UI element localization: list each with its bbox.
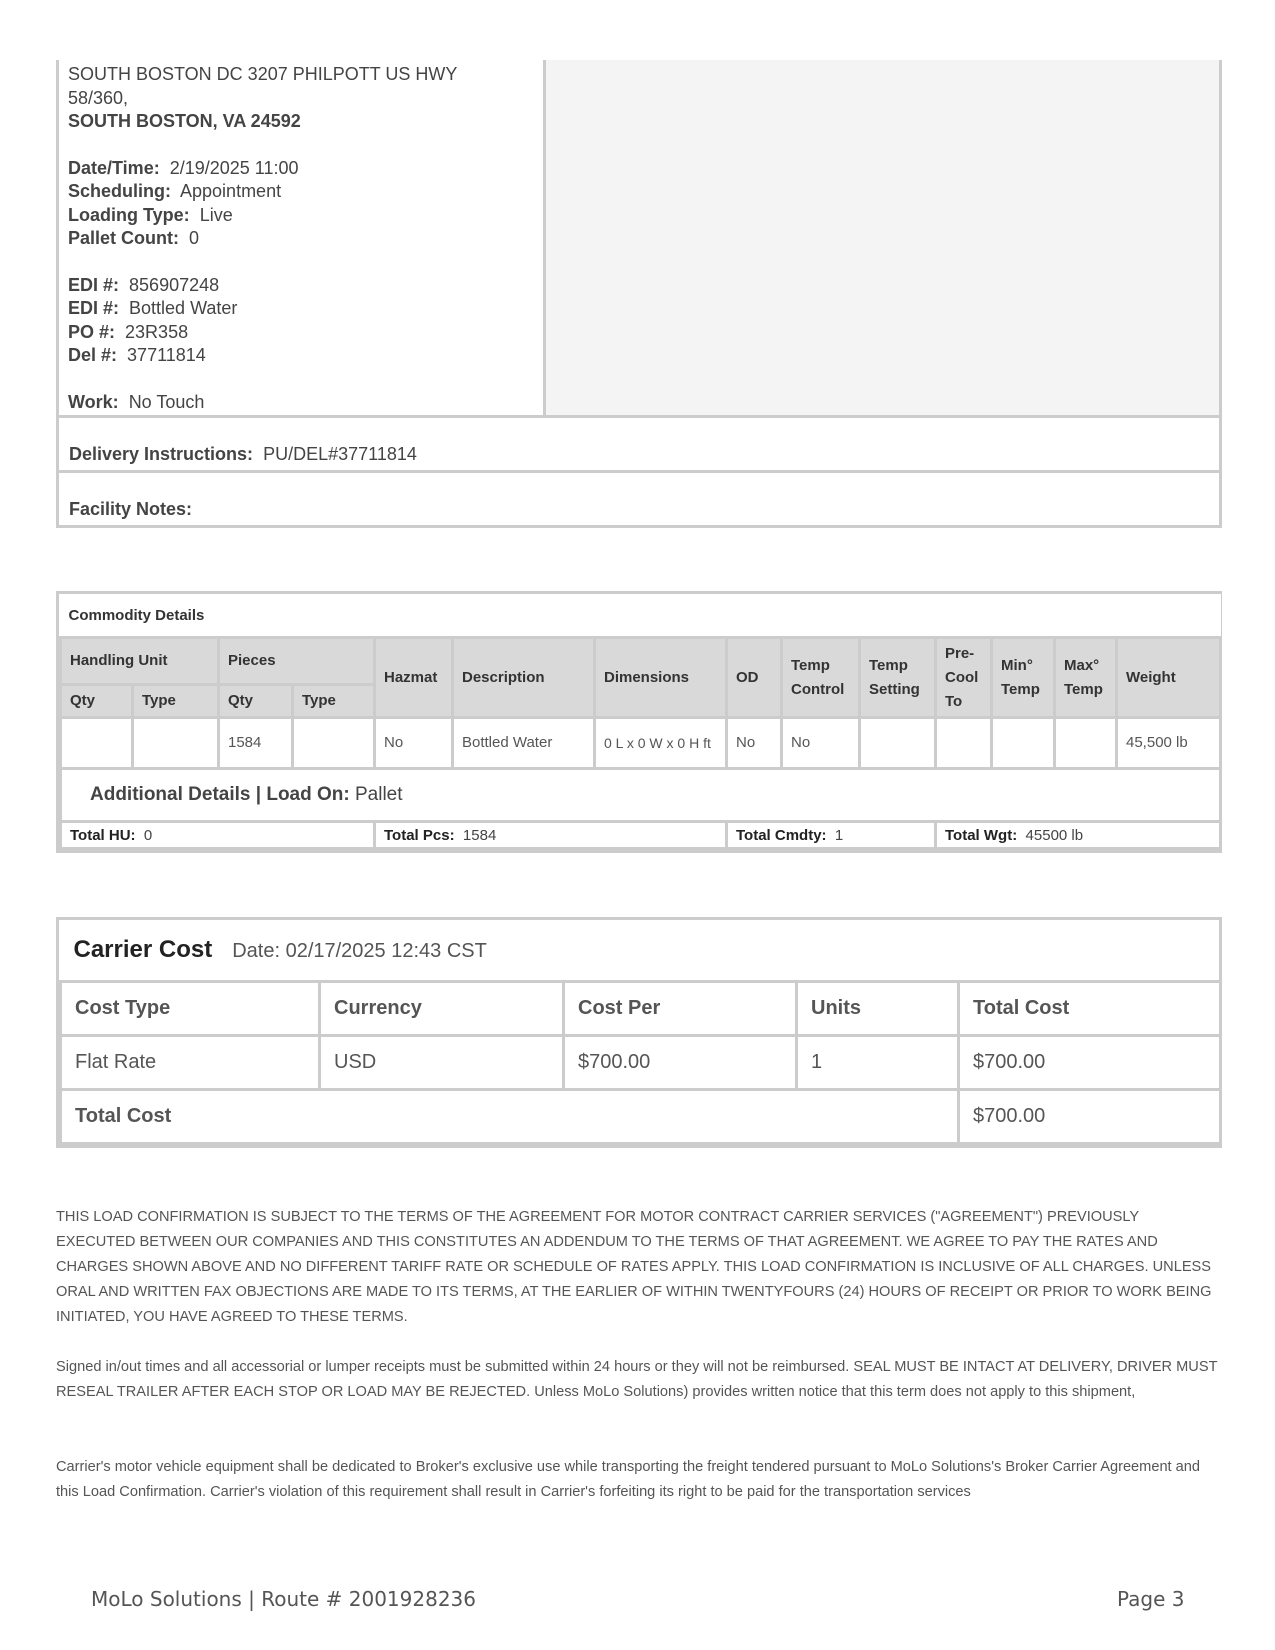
address-line1: SOUTH BOSTON DC 3207 PHILPOTT US HWY: [68, 64, 458, 84]
work-label: Work:: [68, 391, 119, 412]
facility-notes-label: Facility Notes:: [69, 499, 193, 519]
additional-details: [61, 769, 1221, 822]
th-temp-control: Temp Control: [782, 638, 860, 718]
total-cmdty-label: Total Cmdty:: [736, 826, 827, 844]
scheduling-row: [68, 180, 534, 204]
cell-pieces-qty: 1584: [219, 718, 293, 769]
po-row: [68, 321, 534, 345]
edi1-value: 856907248: [129, 274, 220, 295]
del-value: 37711814: [127, 345, 206, 365]
terms-paragraph-2: Signed in/out times and all accessorial or lumper receipts must be submitted within 24 hours or they will not be reimbursed. SEAL MUST BE INTACT AT DELIVERY, DRIVER MUST RESEAL TRAILER AFTER EACH STOP OR LOAD MAY BE REJECTED. Unless MoLo Solutions) provides written notice that this term does not apply to this shipment,: [56, 1359, 1218, 1400]
cell-hu-type: [133, 718, 219, 769]
commodity-title: Commodity Details: [61, 594, 1221, 638]
po-value: 23R358: [125, 321, 189, 342]
cost-row: [61, 1036, 1221, 1090]
pallet-count-value: 0: [189, 228, 200, 248]
additional-details-value: Pallet: [355, 784, 403, 805]
cell-weight: 45,500 lb: [1117, 718, 1221, 769]
cell-hu-qty: [61, 718, 133, 769]
th-weight: Weight: [1117, 638, 1221, 718]
delivery-instructions-value: PU/DEL#37711814: [263, 444, 417, 464]
cost-cell-type: Flat Rate: [61, 1036, 320, 1090]
terms-paragraph-1: THIS LOAD CONFIRMATION IS SUBJECT TO THE TERMS OF THE AGREEMENT FOR MOTOR CONTRACT CARRIER SERVICES ("AGREEMENT") PREVIOUSLY EXECUTED BETWEEN OUR COMPANIES AND THIS CONSTITUTES AN ADDENDUM TO THE TERMS OF THAT AGREEMENT. WE AGREE TO PAY THE RATES AND CHARGES SHOWN ABOVE AND NO DIFFERENT TARIFF RATE OR SCHEDULE OF RATES APPLY. THIS LOAD CONFIRMATION IS INCLUSIVE OF ALL CHARGES. UNLESS ORAL AND WRITTEN FAX OBJECTIONS ARE MADE TO ITS TERMS, AT THE EARLIER OF WITHIN TWENTYFOURS (24) HOURS OF RECEIPT OR PRIOR TO WORK BEING INITIATED, YOU HAVE AGREED TO THESE TERMS.: [56, 1209, 1212, 1325]
delivery-instructions: [56, 418, 1222, 473]
cell-dimensions: 0 L x 0 W x 0 H ft: [595, 718, 727, 769]
total-pcs-value: 1584: [462, 826, 497, 844]
datetime-label: Date/Time:: [68, 157, 160, 178]
cost-header-units: Units: [797, 982, 959, 1036]
edi1-row: [68, 274, 534, 298]
cost-header-currency: Currency: [320, 982, 564, 1036]
pallet-count-row: [68, 227, 534, 251]
carrier-cost-header: [61, 920, 1221, 982]
cost-header-cost-type: Cost Type: [61, 982, 320, 1036]
stop-details-block: [56, 60, 1222, 418]
total-cost-value: $700.00: [959, 1090, 1221, 1144]
cost-cell-currency: USD: [320, 1036, 564, 1090]
po-label: PO #:: [68, 321, 116, 342]
delivery-instructions-label: Delivery Instructions:: [69, 444, 254, 464]
cell-max-temp: [1055, 718, 1117, 769]
total-pcs-label: Total Pcs:: [384, 826, 455, 844]
th-temp-setting: Temp Setting: [860, 638, 936, 718]
address-line2: 58/360,: [68, 87, 129, 108]
th-hu-qty: Qty: [61, 685, 133, 718]
loading-type-row: [68, 204, 534, 228]
total-wgt-value: 45500 lb: [1025, 826, 1084, 844]
cost-header-cost-per: Cost Per: [564, 982, 797, 1036]
total-hu: [61, 822, 375, 849]
edi1-label: EDI #:: [68, 274, 120, 295]
edi2-value: Bottled Water: [129, 298, 238, 318]
work-row: [68, 391, 534, 415]
cell-pre-cool-to: [936, 718, 992, 769]
total-pcs: [375, 822, 727, 849]
del-label: Del #:: [68, 345, 118, 365]
city-state-zip: SOUTH BOSTON, VA 24592: [68, 111, 301, 131]
datetime-value: 2/19/2025 11:00: [169, 157, 299, 178]
th-pieces-type: Type: [293, 685, 375, 718]
cell-od: No: [727, 718, 782, 769]
footer-page-number: Page 3: [1117, 1587, 1185, 1611]
th-dimensions: Dimensions: [595, 638, 727, 718]
total-cmdty: [727, 822, 936, 849]
stop-details-left: [59, 60, 543, 415]
th-pieces-qty: Qty: [219, 685, 293, 718]
carrier-cost-title: Carrier Cost: [73, 936, 213, 963]
datetime-row: [68, 157, 534, 181]
loading-type-label: Loading Type:: [68, 204, 190, 225]
commodity-row: [61, 718, 1221, 769]
total-cmdty-value: 1: [834, 826, 844, 844]
del-row: [68, 344, 534, 368]
cell-hazmat: No: [375, 718, 453, 769]
cell-description: Bottled Water: [453, 718, 595, 769]
th-hu-type: Type: [133, 685, 219, 718]
work-value: No Touch: [128, 391, 205, 412]
loading-type-value: Live: [199, 204, 233, 225]
scheduling-label: Scheduling:: [68, 181, 171, 201]
edi2-label: EDI #:: [68, 298, 120, 318]
total-wgt: [936, 822, 1221, 849]
th-pre-cool-to: Pre-Cool To: [936, 638, 992, 718]
carrier-cost-table: [56, 917, 1222, 1148]
cell-min-temp: [992, 718, 1055, 769]
th-od: OD: [727, 638, 782, 718]
th-hazmat: Hazmat: [375, 638, 453, 718]
terms-paragraph-3: Carrier's motor vehicle equipment shall be dedicated to Broker's exclusive use while transporting the freight tendered pursuant to MoLo Solutions's Broker Carrier Agreement and this Load Confirmation. Carrier's violation of this requirement shall result in Carrier's forfeiting its right to be paid for the transportation services: [56, 1459, 1201, 1500]
th-pieces: Pieces: [219, 638, 375, 685]
cost-cell-total: $700.00: [959, 1036, 1221, 1090]
stop-details-right-panel: [543, 60, 1219, 415]
cost-cell-cost-per: $700.00: [564, 1036, 797, 1090]
th-max-temp: Max° Temp: [1055, 638, 1117, 718]
commodity-details-table: [56, 591, 1222, 853]
footer-route: MoLo Solutions | Route # 2001928236: [91, 1587, 476, 1611]
cell-pieces-type: [293, 718, 375, 769]
scheduling-value: Appointment: [180, 181, 282, 201]
total-cost-label: Total Cost: [61, 1090, 959, 1144]
additional-details-label: Additional Details | Load On:: [90, 784, 350, 805]
edi2-row: [68, 297, 534, 321]
cost-header-total-cost: Total Cost: [959, 982, 1221, 1036]
total-hu-label: Total HU:: [70, 826, 136, 844]
th-handling-unit: Handling Unit: [61, 638, 219, 685]
cost-cell-units: 1: [797, 1036, 959, 1090]
facility-notes: [56, 473, 1222, 528]
total-hu-value: 0: [143, 826, 153, 844]
carrier-cost-date: Date: 02/17/2025 12:43 CST: [232, 940, 487, 962]
total-wgt-label: Total Wgt:: [945, 826, 1018, 844]
th-description: Description: [453, 638, 595, 718]
cell-temp-control: No: [782, 718, 860, 769]
pallet-count-label: Pallet Count:: [68, 228, 179, 248]
cell-temp-setting: [860, 718, 936, 769]
th-min-temp: Min° Temp: [992, 638, 1055, 718]
